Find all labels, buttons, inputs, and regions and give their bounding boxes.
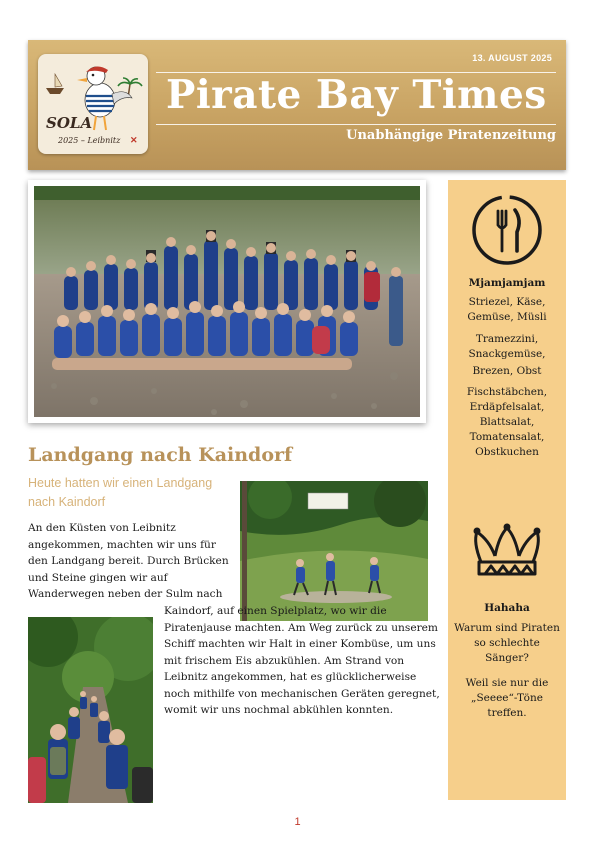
article-paragraph-1: An den Küsten von Leibnitz angekommen, machten wir uns für den Landgang bereit. Durch Brücken und Steine gingen wir auf Wanderwegen neben der Sulm nach <box>28 522 229 600</box>
food-menu-snack: Brezen, Obst <box>472 365 542 377</box>
issue-date: 13. AUGUST 2025 <box>472 53 552 63</box>
article-headline: Landgang nach Kaindorf <box>28 444 293 466</box>
food-menu-lunch: Tramezzini, Snackgemüse, <box>468 333 546 360</box>
group-photo <box>28 180 426 423</box>
hiking-group <box>28 617 153 803</box>
newspaper-title: Pirate Bay Times <box>166 72 547 118</box>
joke-question: Warum sind Piraten so schlechte Sänger? <box>454 622 560 664</box>
page-number: 1 <box>294 816 301 828</box>
jester-hat-icon <box>467 522 547 586</box>
logo-x-mark: ✕ <box>130 135 138 145</box>
kids-playing-on-field <box>240 481 428 621</box>
masthead-rule-bottom <box>156 124 556 125</box>
fork-knife-icon <box>471 194 543 266</box>
joke-heading: Hahaha <box>484 602 530 614</box>
field-photo <box>240 481 428 621</box>
masthead-banner <box>28 40 566 170</box>
article-paragraph-2: Kaindorf, auf einen Spielplatz, wo wir die Piratenjause machten. Am Weg zurück zu unserem Schiff machten wir Halt in einer Kombüse, um uns mit frischem Eis abzukühlen. Am Strand von Leibnitz angekommen, hat es glücklicherweise noch mithilfe von mechanischen Geräten geregnet, womit wir uns nochmal abkühlen konnten. <box>164 605 440 716</box>
logo-subtitle: 2025 – Leibnitz <box>58 136 121 145</box>
article-lead: Heute hatten wir einen Landgang nach Kaindorf <box>28 476 213 509</box>
newspaper-subtitle: Unabhängige Piratenzeitung <box>346 128 556 143</box>
group-photo-riverbank <box>34 186 420 417</box>
joke-answer: Weil sie nur die „Seeee“-Töne treffen. <box>465 677 549 719</box>
sidebar <box>448 180 566 800</box>
hike-photo <box>28 617 153 803</box>
food-menu-dinner: Fischstäbchen, Erdäpfelsalat, Blattsalat, Tomatensalat, Obstkuchen <box>466 386 548 458</box>
food-heading: Mjamjamjam <box>468 277 546 289</box>
sola-logo <box>38 54 148 154</box>
logo-title: SOLA <box>46 114 93 132</box>
food-menu-breakfast: Striezel, Käse, Gemüse, Müsli <box>467 296 547 323</box>
